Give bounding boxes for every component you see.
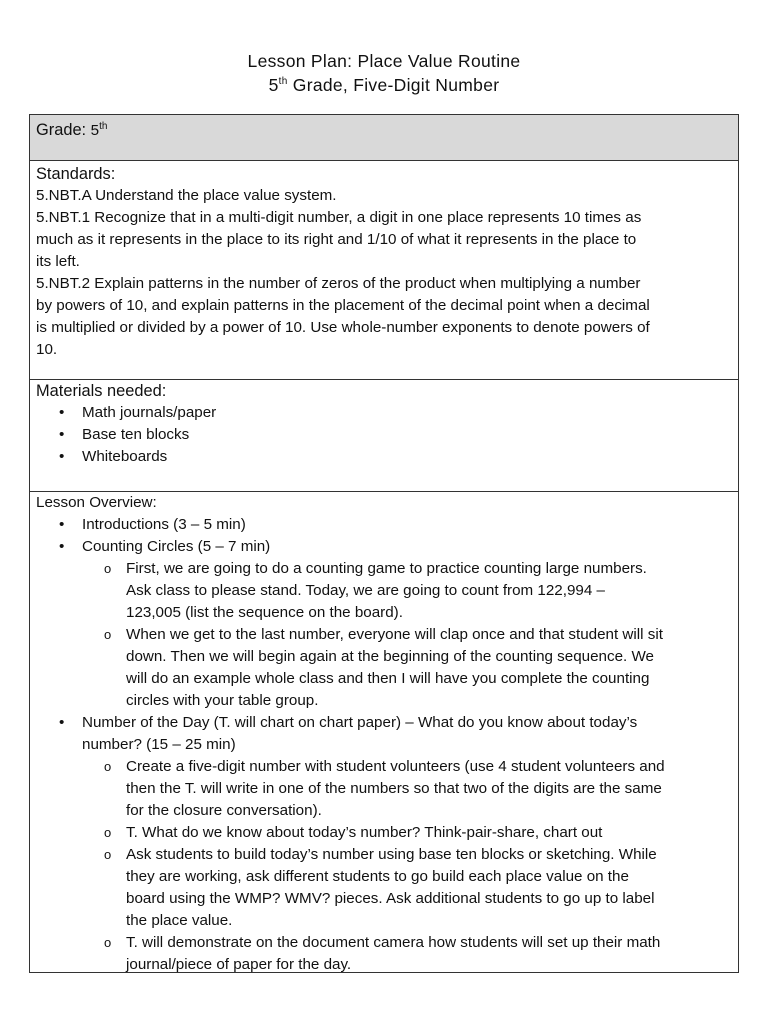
materials-row xyxy=(30,380,738,492)
step-line: they are working, ask different students to go build each place value on the xyxy=(126,868,629,885)
overview-item-number-of-the-day xyxy=(36,712,732,756)
step-line: down. Then we will begin again at the beginning of the counting sequence. We xyxy=(126,648,654,665)
standards-line: its left. xyxy=(36,253,80,270)
step-line: 123,005 (list the sequence on the board). xyxy=(126,604,403,621)
standards-line: 5.NBT.A Understand the place value system. xyxy=(36,187,337,204)
overview-item-introductions: • Introductions (3 – 5 min) xyxy=(36,514,732,536)
standards-line: 5.NBT.2 Explain patterns in the number of zeros of the product when multiplying a number xyxy=(36,275,641,292)
standards-line: much as it represents in the place to its right and 1/10 of what it represents in the place to xyxy=(36,231,637,248)
number-of-day-step-2 xyxy=(36,822,732,844)
grade-row xyxy=(30,115,738,161)
number-of-day-step-3 xyxy=(36,844,732,932)
title-line-1: Lesson Plan: Place Value Routine xyxy=(247,51,521,71)
step-line: circles with your table group. xyxy=(126,692,319,709)
overview-item-counting-circles: • Counting Circles (5 – 7 min) xyxy=(36,536,732,558)
grade-value: 5 xyxy=(90,122,100,139)
step-line: o Ask students to build today’s number using base ten blocks or sketching. While xyxy=(126,846,657,863)
standards-row xyxy=(30,161,738,380)
step-line: board using the WMP? WMV? pieces. Ask additional students to go up to label xyxy=(126,890,655,907)
materials-item: • Base ten blocks xyxy=(36,424,732,446)
step-line: o Create a five-digit number with student volunteers (use 4 student volunteers and xyxy=(126,758,665,775)
document-title xyxy=(0,51,768,72)
number-of-day-step-1 xyxy=(36,756,732,822)
step-line: journal/piece of paper for the day. xyxy=(126,956,352,973)
step-line: then the T. will write in one of the numbers so that two of the digits are the same xyxy=(126,780,662,797)
step-line: the place value. xyxy=(126,912,233,929)
step-line: o First, we are going to do a counting game to practice counting large numbers. xyxy=(126,560,647,577)
standards-line: by powers of 10, and explain patterns in the placement of the decimal point when a decimal xyxy=(36,297,650,314)
standards-line: is multiplied or divided by a power of 10. Use whole-number exponents to denote powers of xyxy=(36,319,650,336)
step-line: o When we get to the last number, everyone will clap once and that student will sit xyxy=(126,626,663,643)
document-subtitle xyxy=(0,75,768,96)
materials-heading: Materials needed: xyxy=(36,382,167,400)
subtitle-text: Grade, Five-Digit Number xyxy=(287,75,500,95)
materials-item: • Math journals/paper xyxy=(36,402,732,424)
overview-row xyxy=(30,492,738,972)
materials-item: • Whiteboards xyxy=(36,446,732,468)
counting-circles-step-2 xyxy=(36,624,732,712)
overview-heading: Lesson Overview: xyxy=(36,494,157,511)
step-line: for the closure conversation). xyxy=(126,802,322,819)
item-line: • Number of the Day (T. will chart on chart paper) – What do you know about today’s xyxy=(82,714,638,731)
counting-circles-step-1 xyxy=(36,558,732,624)
standards-line: 5.NBT.1 Recognize that in a multi-digit number, a digit in one place represents 10 times as xyxy=(36,209,642,226)
step-line: Ask class to please stand. Today, we are going to count from 122,994 – xyxy=(126,582,605,599)
step-line: will do an example whole class and then I will have you complete the counting xyxy=(126,670,650,687)
standards-line: 10. xyxy=(36,341,58,358)
standards-heading: Standards: xyxy=(36,165,116,183)
lesson-plan-table xyxy=(29,114,739,973)
overview-list xyxy=(36,514,732,976)
subtitle-grade-suffix: th xyxy=(278,76,288,88)
subtitle-grade-number: 5 xyxy=(268,75,279,95)
grade-suffix: th xyxy=(99,120,108,132)
number-of-day-step-4 xyxy=(36,932,732,976)
grade-label: Grade: xyxy=(36,121,91,139)
item-line: number? (15 – 25 min) xyxy=(82,736,236,753)
step-line: o T. What do we know about today’s number? Think-pair-share, chart out xyxy=(126,824,603,841)
materials-list xyxy=(36,402,732,468)
step-line: o T. will demonstrate on the document camera how students will set up their math xyxy=(126,934,661,951)
